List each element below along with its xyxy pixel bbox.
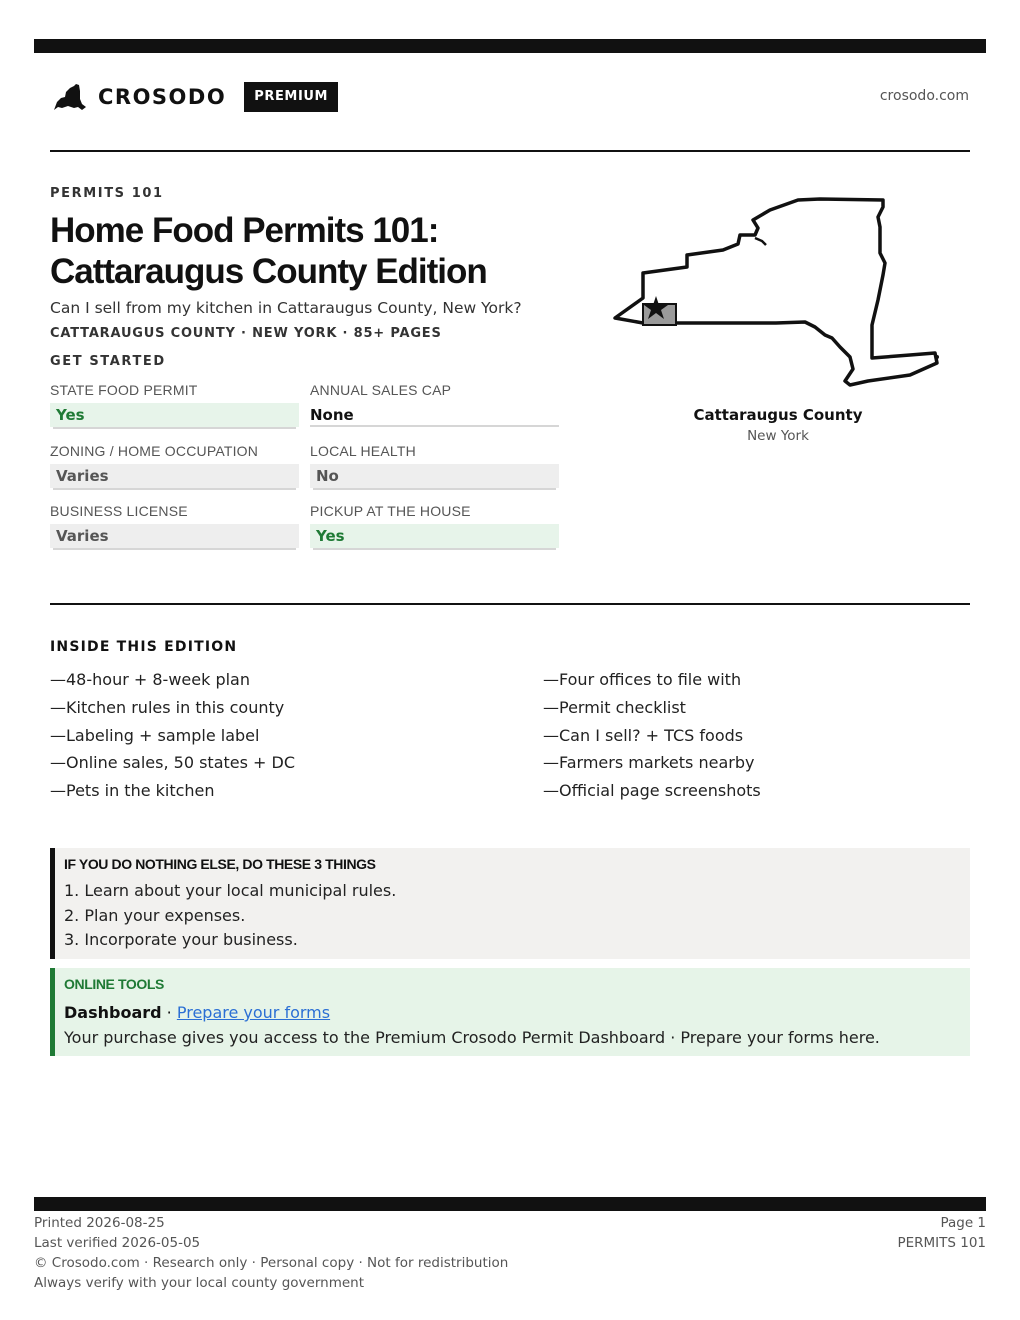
printed-date: Printed 2026-08-25 bbox=[34, 1215, 165, 1231]
page-number: Page 1 bbox=[940, 1215, 986, 1231]
footer-right bbox=[897, 1213, 986, 1253]
bottom-bar bbox=[34, 1197, 986, 1211]
site-url[interactable]: crosodo.com bbox=[879, 88, 969, 104]
field-state-food-permit bbox=[50, 382, 299, 427]
field-value: Yes bbox=[310, 524, 559, 548]
field-annual-sales-cap bbox=[310, 382, 559, 427]
list-item: —Official page screenshots bbox=[543, 781, 761, 801]
list-item: —Farmers markets nearby bbox=[543, 753, 755, 773]
verified-date: Last verified 2026-05-05 bbox=[34, 1235, 201, 1251]
footer-left bbox=[34, 1213, 508, 1293]
list-item: 2. Plan your expenses. bbox=[64, 905, 246, 925]
island-dot bbox=[935, 355, 939, 359]
contents-list-right bbox=[543, 666, 761, 805]
list-item: —Can I sell? + TCS foods bbox=[543, 725, 744, 745]
field-value: No bbox=[310, 464, 559, 488]
three-things-callout bbox=[50, 848, 970, 959]
footer-section: PERMITS 101 bbox=[897, 1235, 986, 1251]
header-divider bbox=[50, 150, 970, 152]
eyebrow-label: PERMITS 101 bbox=[50, 186, 164, 201]
dashboard-description: Your purchase gives you access to the Premium Crosodo Permit Dashboard · Prepare your forms here. bbox=[64, 1028, 880, 1047]
contents-list-left bbox=[50, 666, 295, 805]
title-line-1: Home Food Permits 101: bbox=[50, 211, 439, 250]
lake-inlet bbox=[755, 238, 766, 245]
copyright-notice: © Crosodo.com · Research only · Personal copy · Not for redistribution bbox=[34, 1255, 509, 1271]
inside-edition-heading: INSIDE THIS EDITION bbox=[50, 639, 238, 655]
field-label: LOCAL HEALTH bbox=[310, 443, 416, 459]
field-label: STATE FOOD PERMIT bbox=[50, 382, 198, 398]
field-value: Varies bbox=[50, 464, 299, 488]
callout-title: ONLINE TOOLS bbox=[64, 976, 164, 992]
field-value: None bbox=[310, 403, 559, 427]
list-item: —Online sales, 50 states + DC bbox=[50, 753, 296, 773]
edition-meta: CATTARAUGUS COUNTY · NEW YORK · 85+ PAGES bbox=[50, 326, 442, 341]
field-zoning-home-occupation bbox=[50, 443, 299, 488]
title-line-2: Cattaraugus County Edition bbox=[50, 252, 487, 291]
separator: · bbox=[161, 1003, 177, 1022]
page-title bbox=[50, 210, 610, 292]
premium-badge: PREMIUM bbox=[244, 82, 338, 112]
map-state-name: New York bbox=[747, 428, 809, 444]
field-label: PICKUP AT THE HOUSE bbox=[310, 503, 471, 519]
field-pickup-at-the-house bbox=[310, 503, 559, 548]
field-value: Varies bbox=[50, 524, 299, 548]
list-item: 3. Incorporate your business. bbox=[64, 930, 298, 949]
verification-advice: Always verify with your local county government bbox=[34, 1275, 364, 1291]
list-item: —Kitchen rules in this county bbox=[50, 697, 285, 717]
list-item: —Labeling + sample label bbox=[50, 725, 260, 745]
new-york-state-logo-icon bbox=[52, 82, 88, 112]
field-label: ANNUAL SALES CAP bbox=[310, 382, 452, 398]
field-label: BUSINESS LICENSE bbox=[50, 503, 188, 519]
field-local-health bbox=[310, 443, 559, 488]
state-outline bbox=[615, 199, 937, 385]
brand bbox=[52, 80, 338, 114]
list-item: —Four offices to file with bbox=[543, 670, 742, 689]
todo-list bbox=[64, 879, 970, 953]
map-county-name: Cattaraugus County bbox=[693, 406, 863, 424]
online-tools-callout bbox=[50, 968, 970, 1056]
field-label: ZONING / HOME OCCUPATION bbox=[50, 443, 259, 459]
list-item: —Pets in the kitchen bbox=[50, 781, 215, 801]
field-value: Yes bbox=[50, 403, 299, 427]
list-item: —48-hour + 8-week plan bbox=[50, 670, 250, 689]
prepare-forms-link[interactable]: Prepare your forms bbox=[176, 1003, 331, 1022]
field-business-license bbox=[50, 503, 299, 548]
brand-name: CROSODO bbox=[98, 85, 227, 109]
page-subtitle: Can I sell from my kitchen in Cattaraugus County, New York? bbox=[50, 299, 522, 317]
list-item: —Permit checklist bbox=[543, 697, 686, 717]
get-started-heading: GET STARTED bbox=[50, 354, 166, 369]
top-bar bbox=[34, 39, 986, 53]
dashboard-line bbox=[64, 1001, 970, 1025]
callout-title: IF YOU DO NOTHING ELSE, DO THESE 3 THINGS bbox=[64, 856, 376, 872]
new-york-state-map bbox=[610, 195, 945, 395]
dashboard-label: Dashboard bbox=[64, 1003, 162, 1022]
list-item: 1. Learn about your local municipal rules. bbox=[64, 881, 397, 900]
section-divider bbox=[50, 603, 970, 605]
